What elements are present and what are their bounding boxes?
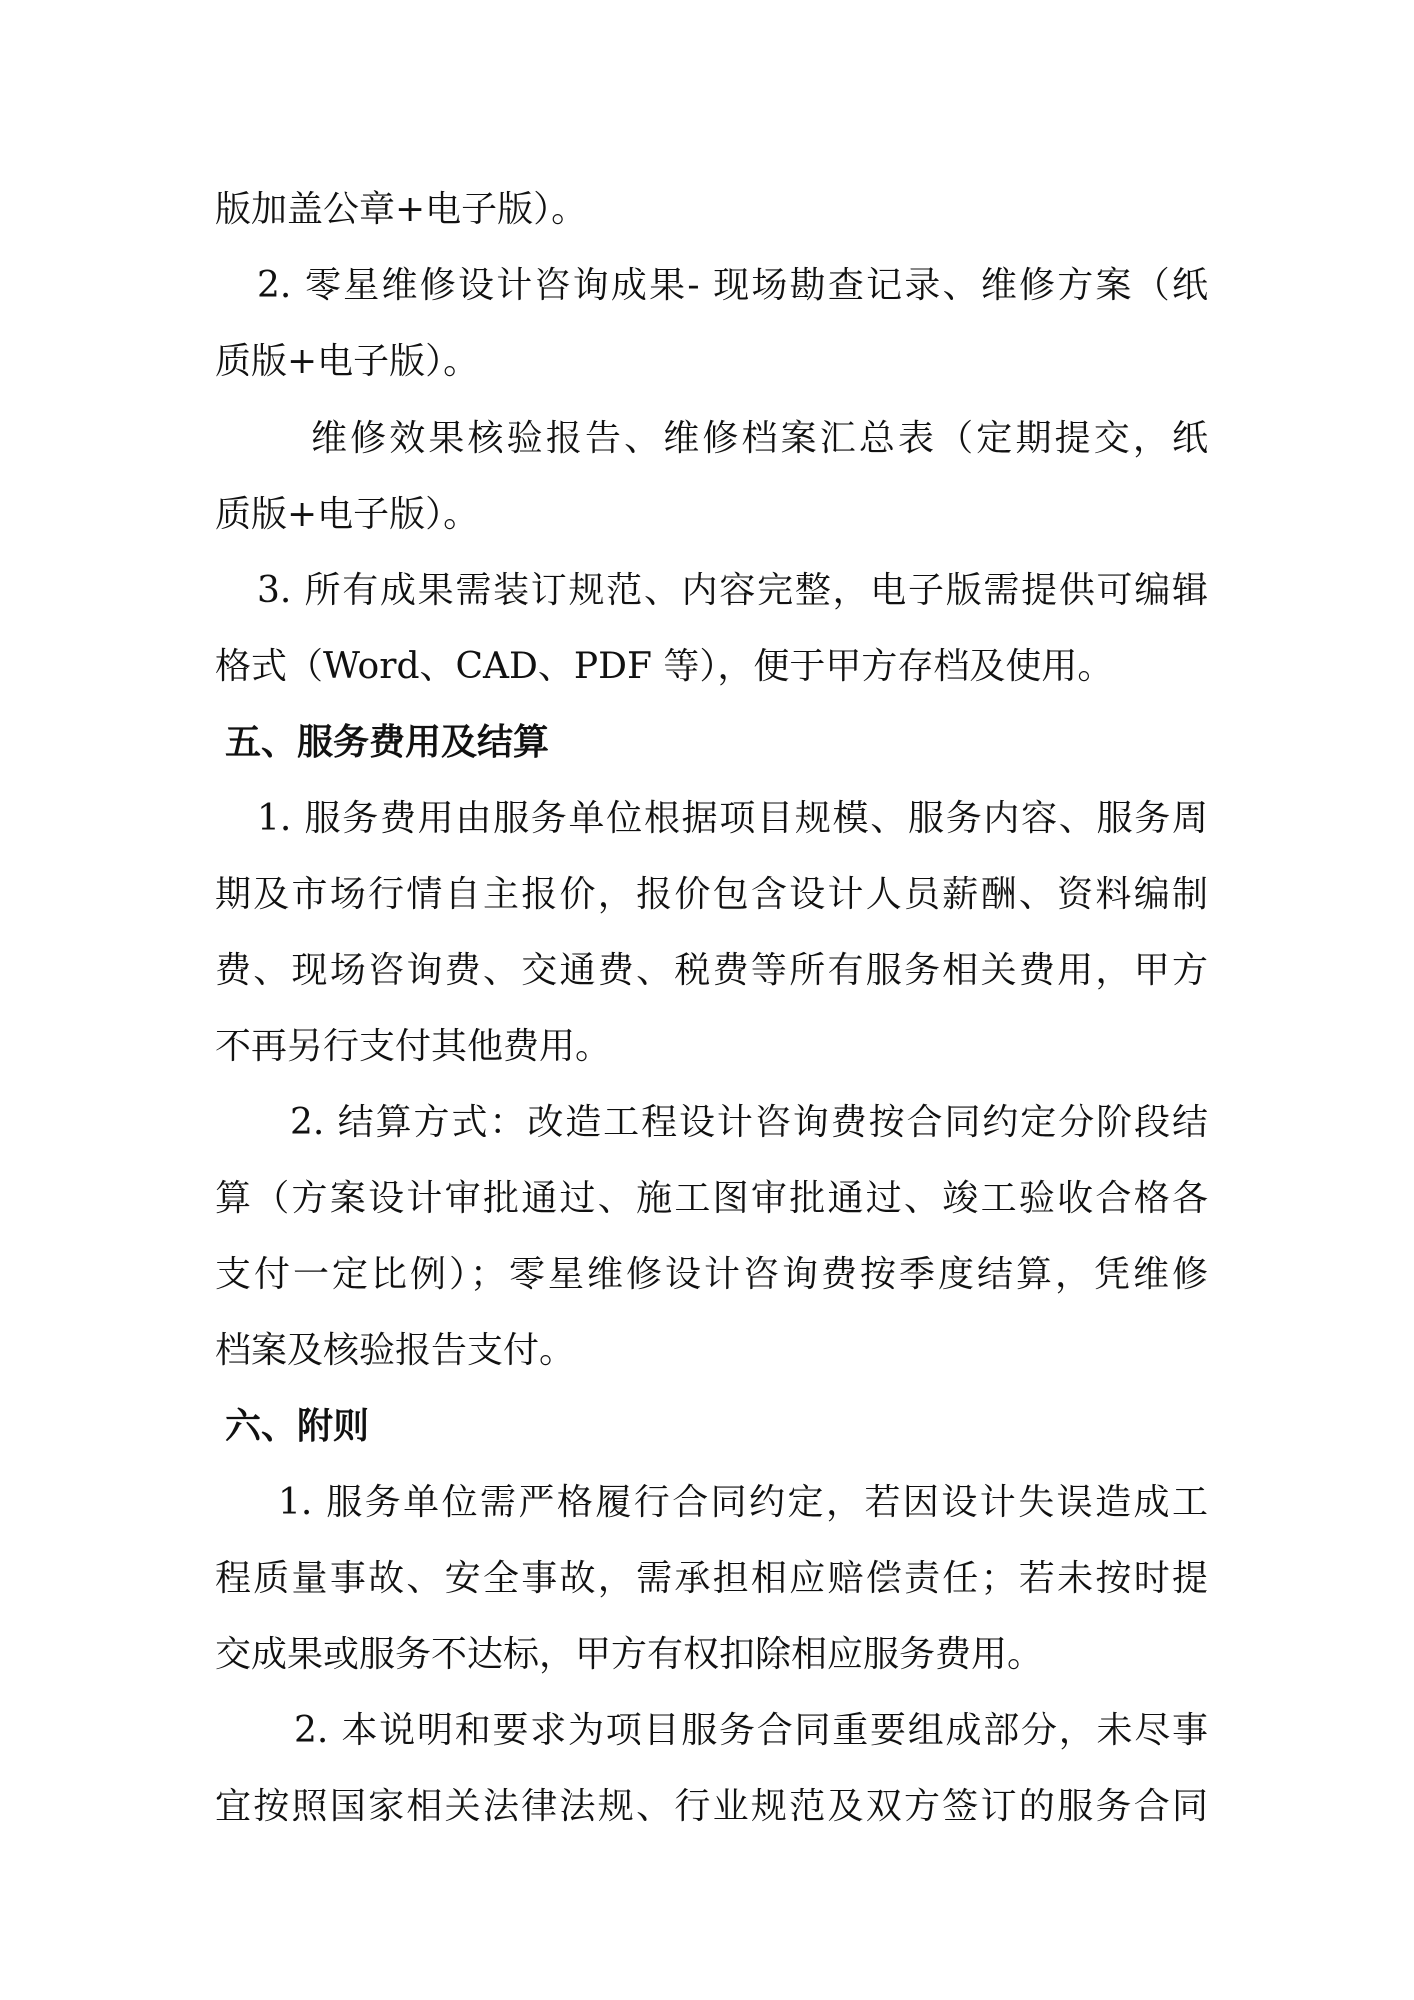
text-line: 支付一定比例）；零星维修设计咨询费按季度结算，凭维修 <box>215 1254 1208 1295</box>
text-line: 宜按照国家相关法律法规、行业规范及双方签订的服务合同 <box>215 1786 1208 1827</box>
text-line: 格式（Word、CAD、PDF 等），便于甲方存档及使用。 <box>215 646 1114 687</box>
text-line: 算（方案设计审批通过、施工图审批通过、竣工验收合格各 <box>215 1178 1208 1219</box>
text-line: 2. 本说明和要求为项目服务合同重要组成部分，未尽事 <box>294 1710 1208 1751</box>
text-line: 2. 零星维修设计咨询成果- 现场勘查记录、维修方案（纸 <box>257 265 1208 306</box>
text-line: 档案及核验报告支付。 <box>215 1330 576 1371</box>
text-line: 费、现场咨询费、交通费、税费等所有服务相关费用，甲方 <box>215 950 1208 991</box>
section-heading: 五、服务费用及结算 <box>225 722 550 763</box>
text-line: 3. 所有成果需装订规范、内容完整，电子版需提供可编辑 <box>257 570 1208 611</box>
text-line: 程质量事故、安全事故，需承担相应赔偿责任；若未按时提 <box>215 1558 1208 1599</box>
text-line: 不再另行支付其他费用。 <box>215 1026 612 1067</box>
text-line: 维修效果核验报告、维修档案汇总表（定期提交，纸 <box>311 418 1208 459</box>
text-line: 2. 结算方式：改造工程设计咨询费按合同约定分阶段结 <box>290 1102 1208 1143</box>
text-line: 质版+电子版）。 <box>215 341 480 382</box>
section-heading: 六、附则 <box>225 1406 370 1447</box>
text-line: 期及市场行情自主报价，报价包含设计人员薪酬、资料编制 <box>215 874 1208 915</box>
text-line: 1. 服务费用由服务单位根据项目规模、服务内容、服务周 <box>257 798 1208 839</box>
text-line: 质版+电子版）。 <box>215 494 480 535</box>
text-line: 交成果或服务不达标，甲方有权扣除相应服务费用。 <box>215 1634 1044 1675</box>
text-line: 1. 服务单位需严格履行合同约定，若因设计失误造成工 <box>278 1482 1208 1523</box>
text-line: 版加盖公章+电子版）。 <box>215 189 588 230</box>
